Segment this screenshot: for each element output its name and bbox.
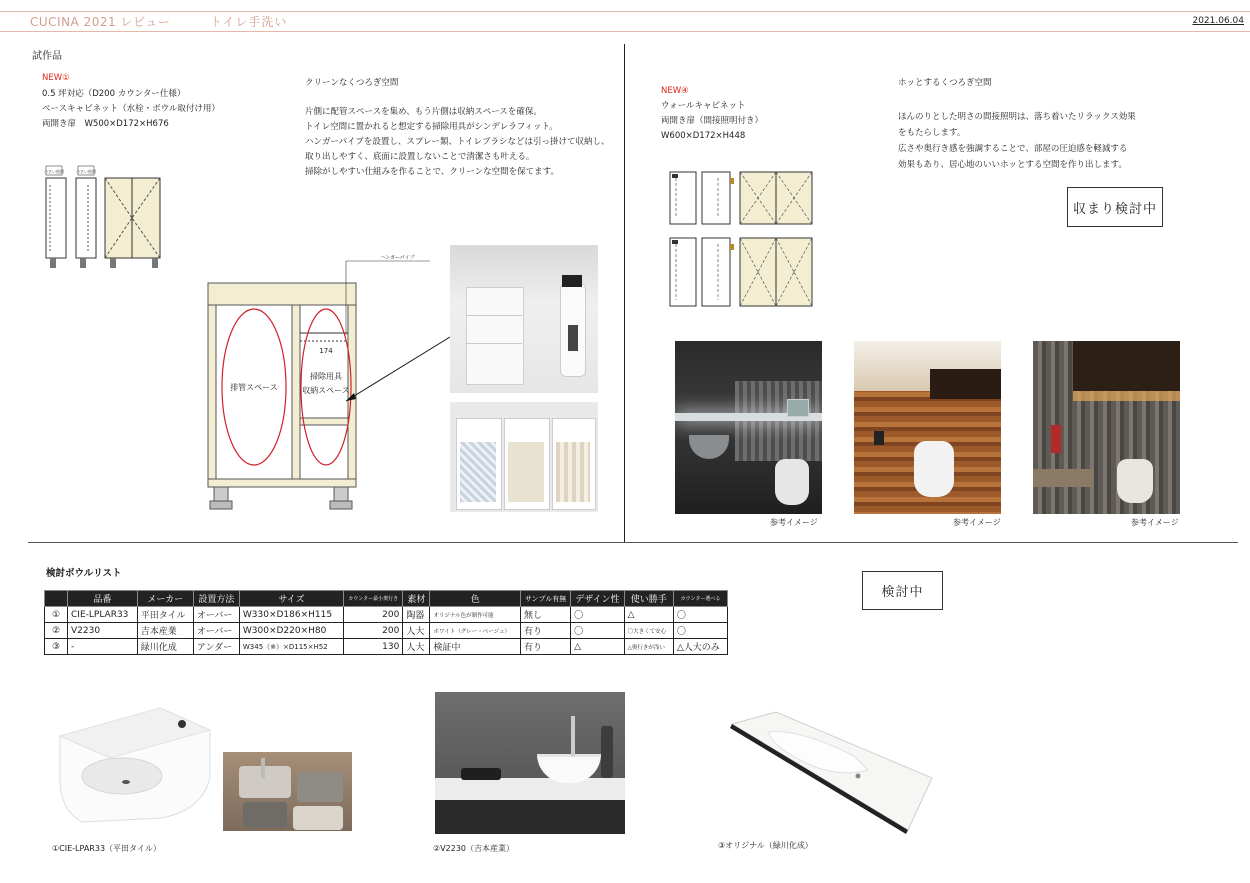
concept-line: 取り出しやすく、底面に設置しないことで清潔さも叶える。	[305, 152, 535, 162]
cell: 〇	[571, 607, 624, 623]
cell: W300×D220×H80	[239, 623, 343, 639]
bowl-caption-1: ①CIE-LPAR33（平田タイル）	[52, 844, 161, 853]
spec-line: 両開き扉 W500×D172×H676	[42, 119, 169, 129]
spec-line: ベースキャビネット（水栓・ボウル取付け用）	[42, 104, 220, 114]
concept-line: ほんのりとした明さの間接照明は、落ち着いたリラックス効果	[898, 112, 1136, 122]
storage-label-line1: 掃除用具	[310, 372, 342, 381]
cell: オーバー	[193, 623, 239, 639]
cell: 200	[344, 623, 403, 639]
header-top-rule	[0, 11, 1250, 12]
col-header-color: 色	[430, 591, 521, 607]
cell: ホワイト（グレー・ベージュ）	[430, 623, 521, 639]
concept-line: をもたらします。	[898, 128, 966, 138]
col-header-install: 設置方法	[193, 591, 239, 607]
section-title: 試作品	[32, 51, 62, 62]
status-under-review-button[interactable]: 検討中	[862, 571, 943, 610]
spec-line: 0.5 坪対応（D200 カウンター仕様）	[42, 89, 186, 99]
table-row	[45, 623, 728, 639]
cell: 検証中	[430, 639, 521, 655]
cell: △	[571, 639, 624, 655]
concept-line: 効果もあり、居心地のいいホッとする空間を作り出します。	[898, 160, 1127, 170]
col-header-part-number: 品番	[68, 591, 138, 607]
table-row	[45, 607, 728, 623]
bowl-photo-1	[52, 700, 216, 830]
cell: ①	[45, 607, 68, 623]
cell: CIE-LPLAR33	[68, 607, 138, 623]
reference-photo-3	[1033, 341, 1180, 514]
col-header-material: 素材	[403, 591, 430, 607]
cell: 吉本産業	[137, 623, 193, 639]
cell: 有り	[520, 639, 570, 655]
reference-photo-1	[675, 341, 822, 514]
header-bottom-rule	[0, 31, 1250, 32]
col-header-counter: カウンター選べる	[673, 591, 727, 607]
bowl-list-title: 検討ボウルリスト	[46, 568, 122, 579]
concept-title-right: ホッとするくつろぎ空間	[898, 78, 992, 88]
spec-line: W600×D172×H448	[661, 131, 746, 141]
col-header-design: デザイン性	[571, 591, 624, 607]
table-row	[45, 639, 728, 655]
bowl-caption-2: ②V2230（吉本産業）	[433, 844, 515, 853]
reference-photo-2	[854, 341, 1001, 514]
bowl-photo-1-usage	[223, 752, 352, 831]
cell: △	[624, 607, 673, 623]
brand-title: CUCINA 2021 レビュー	[30, 15, 171, 29]
table-header-row	[45, 591, 728, 607]
cell: 〇	[571, 623, 624, 639]
cell: △人大のみ	[673, 639, 727, 655]
concept-text-right	[898, 109, 1136, 173]
cell: 人大	[403, 623, 430, 639]
cell: V2230	[68, 623, 138, 639]
drawing-tag: 小さい展開	[44, 169, 64, 174]
col-header-maker: メーカー	[137, 591, 193, 607]
drawing-tag: 小さい展開	[76, 169, 96, 174]
cell: 〇	[673, 623, 727, 639]
cell: 有り	[520, 623, 570, 639]
col-header-min-depth: カウンター最小奥行き	[344, 591, 403, 607]
cell: オリジナル色が制作可能	[430, 607, 521, 623]
date-label: 2021.06.04	[1192, 16, 1244, 26]
concept-text-left	[305, 105, 610, 180]
bowl-photo-2	[435, 692, 625, 834]
panel-divider	[624, 44, 625, 542]
col-header-sample: サンプル有無	[520, 591, 570, 607]
hanger-pipe-label: ハンガーパイプ	[380, 255, 415, 261]
bowl-caption-3: ③オリジナル（緑川化成）	[718, 841, 813, 850]
spec-line: ウォールキャビネット	[661, 101, 746, 111]
cell: △奥行きが浅い	[624, 639, 673, 655]
bowl-photo-3	[728, 708, 936, 834]
bowl-list-table	[44, 590, 728, 655]
spec-block-right	[661, 99, 763, 144]
dimension-label: 174	[319, 347, 333, 355]
concept-line: 広さや奥行き感を強調することで、部屋の圧迫感を軽減する	[898, 144, 1128, 154]
cell: W330×D186×H115	[239, 607, 343, 623]
new-tag-1: NEW①	[42, 73, 70, 83]
cell: 平田タイル	[137, 607, 193, 623]
section-divider	[28, 542, 1238, 543]
status-checking-fit-button[interactable]: 収まり検討中	[1067, 187, 1163, 227]
col-header-size: サイズ	[239, 591, 343, 607]
cabinet-cross-section	[200, 253, 460, 518]
cell: 200	[344, 607, 403, 623]
storage-label-line2: 収納スペース	[302, 386, 350, 395]
col-header	[45, 591, 68, 607]
pipe-space-label: 排管スペース	[230, 383, 278, 392]
storage-photo-bottles	[450, 245, 598, 393]
cell: 〇大きくて安心	[624, 623, 673, 639]
col-header-usability: 使い勝手	[624, 591, 673, 607]
cell: ③	[45, 639, 68, 655]
cell: 陶器	[403, 607, 430, 623]
reference-caption-3: 参考イメージ	[1131, 518, 1179, 527]
concept-line: 片側に配管スペースを集め、もう片側は収納スペースを確保。	[305, 107, 542, 117]
concept-line: 掃除がしやすい仕組みを作ることで、クリーンな空間を保てます。	[305, 167, 559, 177]
cell: オーバー	[193, 607, 239, 623]
storage-photo-trays	[450, 402, 598, 512]
cell: 〇	[673, 607, 727, 623]
cell: W345（※）×D115×H52	[239, 639, 343, 655]
new-tag-4: NEW④	[661, 86, 689, 96]
concept-title-left: クリーンなくつろぎ空間	[305, 78, 399, 88]
cell: ②	[45, 623, 68, 639]
cell: 緑川化成	[137, 639, 193, 655]
concept-line: ハンガーパイプを設置し、スプレー類、トイレブラシなどは引っ掛けて収納し、	[305, 137, 610, 147]
reference-caption-1: 参考イメージ	[770, 518, 818, 527]
cell: -	[68, 639, 138, 655]
cabinet-technical-drawing	[40, 160, 170, 278]
wall-cabinet-drawing	[668, 168, 818, 313]
cell: 人大	[403, 639, 430, 655]
cell: アンダー	[193, 639, 239, 655]
spec-line: 両開き扉（間接照明付き）	[661, 116, 764, 126]
spec-block-left	[42, 87, 220, 132]
cell: 無し	[520, 607, 570, 623]
page-subtitle: トイレ手洗い	[210, 15, 288, 29]
cell: 130	[344, 639, 403, 655]
concept-line: トイレ空間に置かれると想定する掃除用具がシンデレラフィット。	[305, 122, 558, 132]
reference-caption-2: 参考イメージ	[953, 518, 1001, 527]
